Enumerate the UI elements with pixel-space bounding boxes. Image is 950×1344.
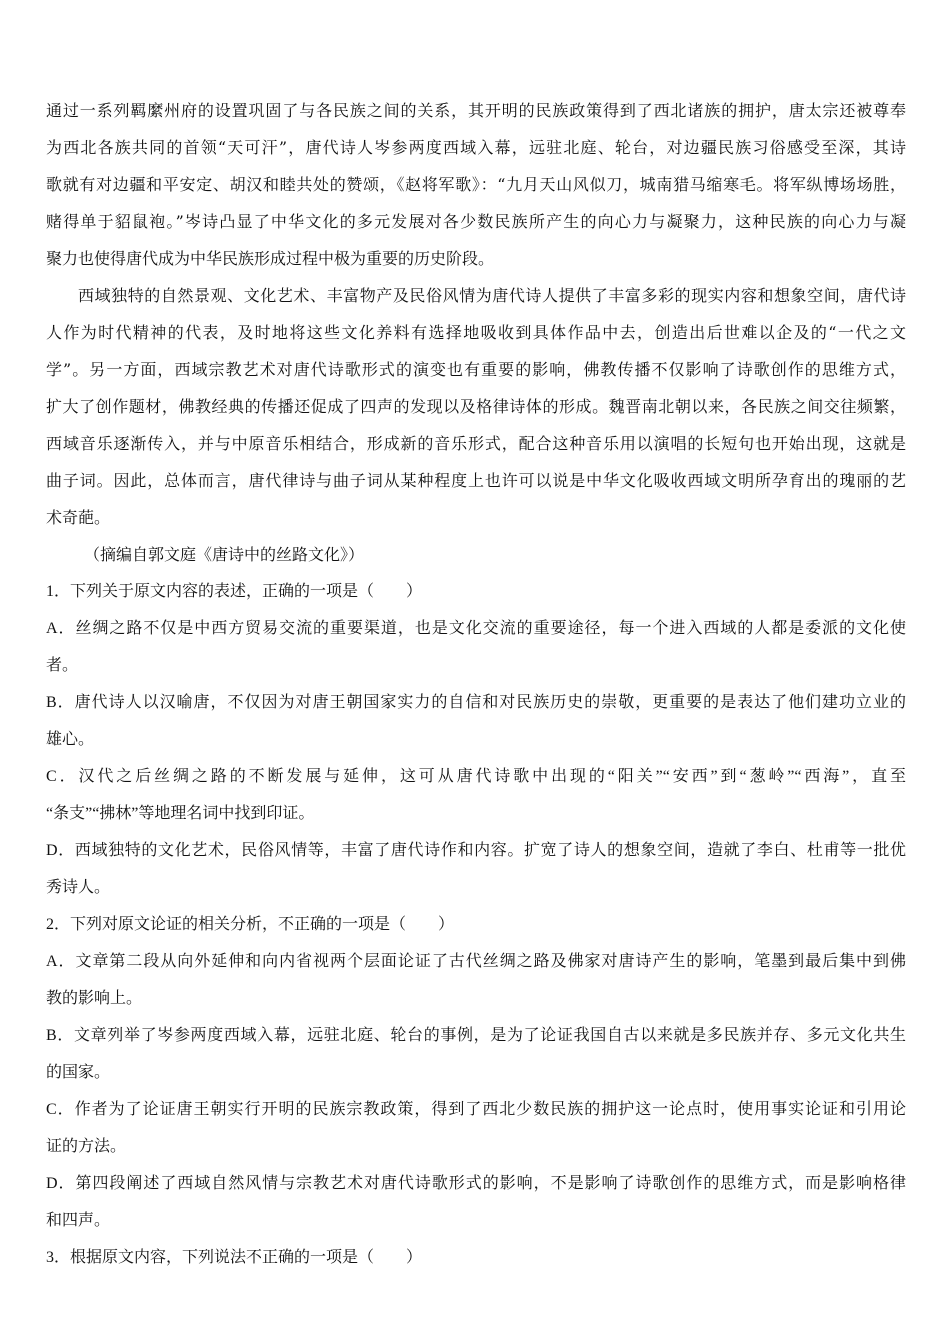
paragraph-line: 为西北各族共同的首领“天可汗”，唐代诗人岑参两度西域入幕，远驻北庭、轮台，对边疆民族习俗感受至深，其诗 (46, 138, 906, 157)
option-line: A．丝绸之路不仅是中西方贸易交流的重要渠道，也是文化交流的重要途径，每一个进入西域的人都是委派的文化使 (46, 620, 906, 637)
paragraph-line: 西域独特的自然景观、文化艺术、丰富物产及民俗风情为唐代诗人提供了丰富多彩的现实内容和想象空间，唐代诗 (78, 286, 906, 305)
option-line: B．唐代诗人以汉喻唐，不仅因为对唐王朝国家实力的自信和对民族历史的崇敬，更重要的是表达了他们建功立业的 (46, 694, 906, 711)
paragraph-line: 术奇葩。 (46, 508, 111, 527)
option-c[interactable] (46, 758, 906, 832)
option-d[interactable] (46, 832, 906, 906)
option-line: 秀诗人。 (46, 879, 111, 896)
paragraph-line: 曲子词。因此，总体而言，唐代律诗与曲子词从某种程度上也许可以说是中华文化吸收西域文明所孕育出的瑰丽的艺 (46, 471, 906, 490)
option-c[interactable] (46, 1091, 906, 1165)
paragraph-line: 赌得单于貂鼠袍。”岑诗凸显了中华文化的多元发展对各少数民族所产生的向心力与凝聚力，这种民族的向心力与凝 (46, 212, 906, 231)
option-line: 者。 (46, 657, 79, 674)
paragraph-line: 聚力也使得唐代成为中华民族形成过程中极为重要的历史阶段。 (46, 249, 495, 268)
paragraph-line: 歌就有对边疆和平安定、胡汉和睦共处的赞颂，《赵将军歌》：“九月天山风似刀，城南猎马缩寒毛。将军纵博场场胜， (46, 175, 906, 194)
option-line: C．汉代之后丝绸之路的不断发展与延伸，这可从唐代诗歌中出现的“阳关”“安西”到“葱岭”“西海”，直至 (46, 768, 906, 785)
option-b[interactable] (46, 1017, 906, 1091)
option-line: C．作者为了论证唐王朝实行开明的民族宗教政策，得到了西北少数民族的拥护这一论点时，使用事实论证和引用论 (46, 1101, 906, 1118)
option-line: 雄心。 (46, 731, 95, 748)
option-line: A．文章第二段从向外延伸和向内省视两个层面论证了古代丝绸之路及佛家对唐诗产生的影响，笔墨到最后集中到佛 (46, 953, 906, 970)
question-2 (46, 906, 906, 1239)
paragraph-line: 通过一系列羁縻州府的设置巩固了与各民族之间的关系，其开明的民族政策得到了西北诸族的拥护，唐太宗还被尊奉 (46, 101, 906, 120)
option-line: 的国家。 (46, 1064, 111, 1081)
paragraph-line: 学”。另一方面，西域宗教艺术对唐代诗歌形式的演变也有重要的影响，佛教传播不仅影响了诗歌创作的思维方式， (46, 360, 906, 379)
option-b[interactable] (46, 684, 906, 758)
option-line: D．第四段阐述了西域自然风情与宗教艺术对唐代诗歌形式的影响，不是影响了诗歌创作的思维方式，而是影响格律 (46, 1175, 906, 1192)
paragraph-line: 西域音乐逐渐传入，并与中原音乐相结合，形成新的音乐形式，配合这种音乐用以演唱的长短句也开始出现，这就是 (46, 434, 906, 453)
source-citation: （摘编自郭文庭《唐诗中的丝路文化》） (84, 545, 365, 564)
passage-paragraph-1 (46, 92, 906, 277)
question-stem: 3．根据原文内容，下列说法不正确的一项是（ ） (46, 1249, 423, 1266)
paragraph-line: 人作为时代精神的代表，及时地将这些文化养料有选择地吸收到具体作品中去，创造出后世难以企及的“一代之文 (46, 323, 906, 342)
option-line: 证的方法。 (46, 1138, 127, 1155)
question-3 (46, 1239, 906, 1276)
paragraph-line: 扩大了创作题材，佛教经典的传播还促成了四声的发现以及格律诗体的形成。魏晋南北朝以来，各民族之间交往频繁， (46, 397, 906, 416)
option-d[interactable] (46, 1165, 906, 1239)
question-1 (46, 573, 906, 906)
option-line: 教的影响上。 (46, 990, 143, 1007)
option-a[interactable] (46, 943, 906, 1017)
question-stem: 2．下列对原文论证的相关分析，不正确的一项是（ ） (46, 916, 455, 933)
option-a[interactable] (46, 610, 906, 684)
question-stem: 1．下列关于原文内容的表述，正确的一项是（ ） (46, 583, 423, 600)
passage-paragraph-2 (46, 277, 906, 536)
option-line: 和四声。 (46, 1212, 111, 1229)
option-line: D．西域独特的文化艺术，民俗风情等，丰富了唐代诗作和内容。扩宽了诗人的想象空间，造就了李白、杜甫等一批优 (46, 842, 906, 859)
option-line: “条支”“拂林”等地理名词中找到印证。 (46, 805, 315, 822)
document-page (46, 92, 906, 1276)
option-line: B．文章列举了岑参两度西域入幕，远驻北庭、轮台的事例，是为了论证我国自古以来就是多民族并存、多元文化共生 (46, 1027, 906, 1044)
